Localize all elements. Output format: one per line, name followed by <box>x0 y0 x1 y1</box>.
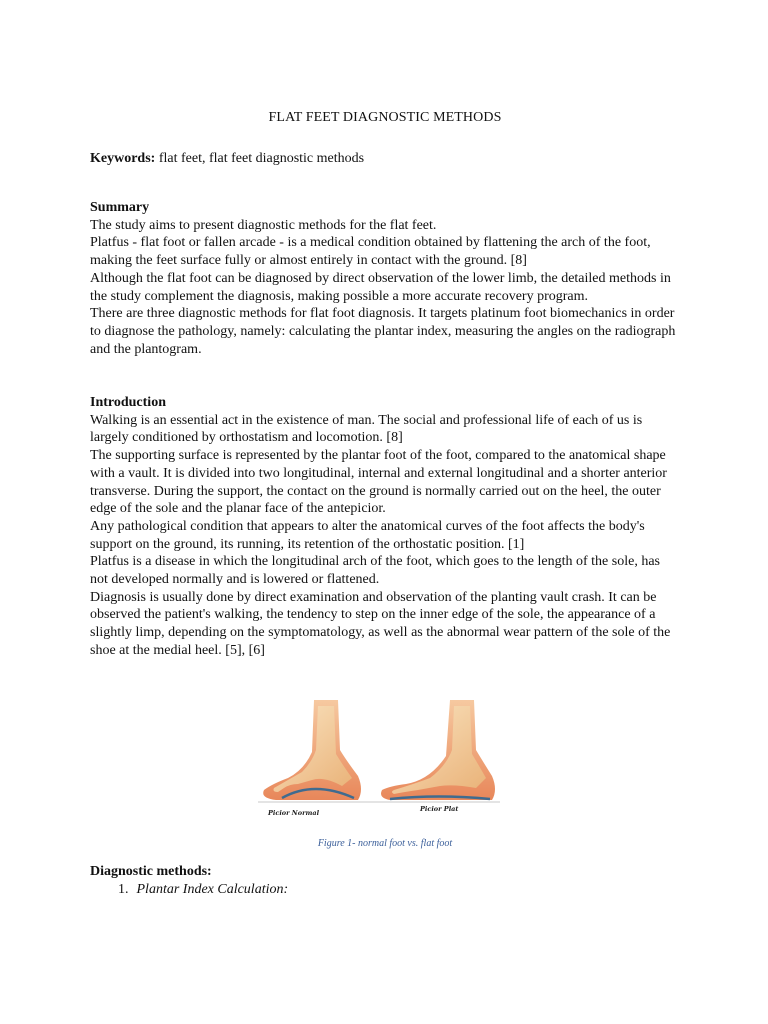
list-item-number: 1. <box>118 882 129 897</box>
list-item <box>118 882 288 898</box>
summary-section <box>90 199 680 358</box>
summary-paragraph: Platfus - flat foot or fallen arcade - is a medical condition obtained by flattening the arch of the foot, making the feet surface fully or almost entirely in contact with the ground. [8] <box>90 235 651 269</box>
document-title: FLAT FEET DIAGNOSTIC METHODS <box>268 110 502 125</box>
introduction-heading: Introduction <box>90 395 166 410</box>
keywords-line <box>90 151 364 167</box>
normal-foot-label: Picior Normal <box>268 809 320 817</box>
foot-comparison-figure <box>254 680 504 838</box>
introduction-paragraph: Any pathological condition that appears to alter the anatomical curves of the foot affects the body's support on the ground, its running, its retention of the orthostatic position. [1] <box>90 518 645 552</box>
summary-heading: Summary <box>90 200 150 215</box>
keywords-label: Keywords: <box>90 151 156 166</box>
introduction-paragraph: Platfus is a disease in which the longitudinal arch of the foot, which goes to the length of the sole, has not developed normally and is lowered or flattened. <box>90 554 660 588</box>
introduction-paragraph: The supporting surface is represented by the plantar foot of the foot, compared to the anatomical shape with a vault. It is divided into two longitudinal, internal and external longitudinal and a shorter anterior transverse. During the support, the contact on the ground is normally carried out on the heel, the outer edge of the sole and the planar face of the antepicior. <box>90 448 667 517</box>
flat-foot-label: Picior Plat <box>420 805 459 813</box>
introduction-paragraph: Walking is an essential act in the existence of man. The social and professional life of each of us is largely conditioned by orthostatism and locomotion. [8] <box>90 412 643 446</box>
summary-paragraph: There are three diagnostic methods for flat foot diagnosis. It targets platinum foot biomechanics in order to diagnose the pathology, namely: calculating the plantar index, measuring the angles on the radiograph and the plantogram. <box>90 306 676 357</box>
summary-paragraph: Although the flat foot can be diagnosed by direct observation of the lower limb, the detailed methods in the study complement the diagnosis, making possible a more accurate recovery program. <box>90 270 671 304</box>
introduction-paragraph: Diagnosis is usually done by direct examination and observation of the planting vault crash. It can be observed the patient's walking, the tendency to step on the inner edge of the sole, the appearance of a slightly limp, depending on the symptomatology, as well as the abnormal wear pattern of the sole of the shoe at the medial heel. [5], [6] <box>90 589 671 658</box>
summary-paragraph: The study aims to present diagnostic methods for the flat feet. <box>90 217 437 233</box>
keywords-value: flat feet, flat feet diagnostic methods <box>158 151 365 166</box>
list-item-text: Plantar Index Calculation: <box>136 882 289 897</box>
diagnostic-methods-heading: Diagnostic methods: <box>90 864 212 879</box>
foot-illustration <box>254 680 504 838</box>
figure-caption: Figure 1- normal foot vs. flat foot <box>317 838 453 849</box>
introduction-section <box>90 394 680 660</box>
